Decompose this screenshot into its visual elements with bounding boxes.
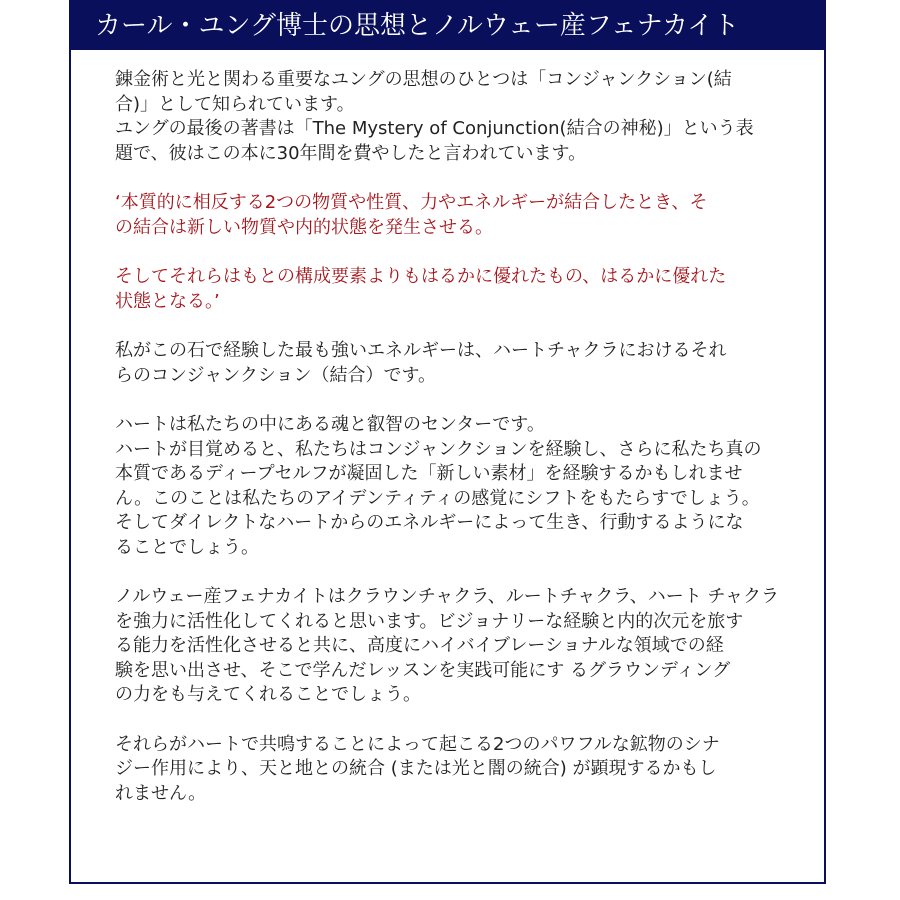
body-paragraph — [115, 68, 795, 166]
body-paragraph — [115, 585, 795, 708]
article-panel — [69, 0, 826, 884]
body-paragraph — [115, 413, 795, 560]
text-line: 錬金術と光と関わる重要なユングの思想のひとつは「コンジャンクション(結 — [115, 69, 732, 90]
article-title: カール・ユング博士の思想とノルウェー産フェナカイト — [71, 2, 824, 50]
text-line: それらがハートで共鳴することによって起こる2つのパワフルな鉱物のシナ — [115, 733, 720, 755]
text-line: 合)」として知られています。 — [115, 93, 355, 115]
text-line: 題で、彼はこの本に30年間を費やしたと言われています。 — [115, 142, 587, 164]
quote-paragraph — [115, 265, 795, 314]
text-line: ユングの最後の著書は「The Mystery of Conjunction(結合の神秘)」という表 — [115, 118, 754, 139]
text-line: を強力に活性化してくれると思います。ビジョナリーな経験と内的次元を旅す — [115, 610, 744, 632]
text-line: 私がこの石で経験した最も強いエネルギーは、ハートチャクラにおけるそれ — [115, 340, 727, 361]
text-line: ん。このことは私たちのアイデンティティの感覚にシフトをもたらすでしょう。 — [115, 487, 760, 509]
quote-paragraph — [115, 191, 795, 240]
text-line: ジー作用により、天と地との統合 (または光と闇の統合) が顕現するかもし — [115, 758, 717, 779]
body-paragraph — [115, 339, 795, 388]
text-line: らのコンジャンクション（結合）です。 — [115, 364, 437, 386]
text-line: ハートは私たちの中にある魂と叡智のセンターです。 — [115, 414, 545, 435]
text-line: そしてそれらはもとの構成要素よりもはるかに優れたもの、はるかに優れた — [115, 266, 727, 287]
text-line: ることでしょう。 — [115, 536, 259, 558]
text-line: れません。 — [115, 782, 207, 804]
text-line: ‘本質的に相反する2つの物質や性質、力やエネルギーが結合したとき、そ — [115, 192, 708, 213]
text-line: 状態となる。’ — [115, 290, 220, 312]
text-line: の結合は新しい物質や内的状態を発生させる。 — [115, 216, 493, 238]
text-line: ノルウェー産フェナカイトはクラウンチャクラ、ルートチャクラ、ハート チャクラ — [115, 586, 779, 607]
text-line: 本質であるディープセルフが凝固した「新しい素材」を経験するかもしれませ — [115, 463, 743, 484]
text-line: ハートが目覚めると、私たちはコンジャンクションを経験し、さらに私たち真の — [115, 438, 762, 460]
text-line: 験を思い出させ、そこで学んだレッスンを実践可能にす るグラウンディング — [115, 659, 731, 681]
text-line: の力をも与えてくれることでしょう。 — [115, 684, 421, 705]
article-body — [115, 68, 795, 831]
text-line: る能力を活性化させると共に、高度にハイバイブレーショナルな領域での経 — [115, 635, 724, 656]
body-paragraph — [115, 733, 795, 807]
text-line: そしてダイレクトなハートからのエネルギーによって生き、行動するようにな — [115, 512, 744, 533]
